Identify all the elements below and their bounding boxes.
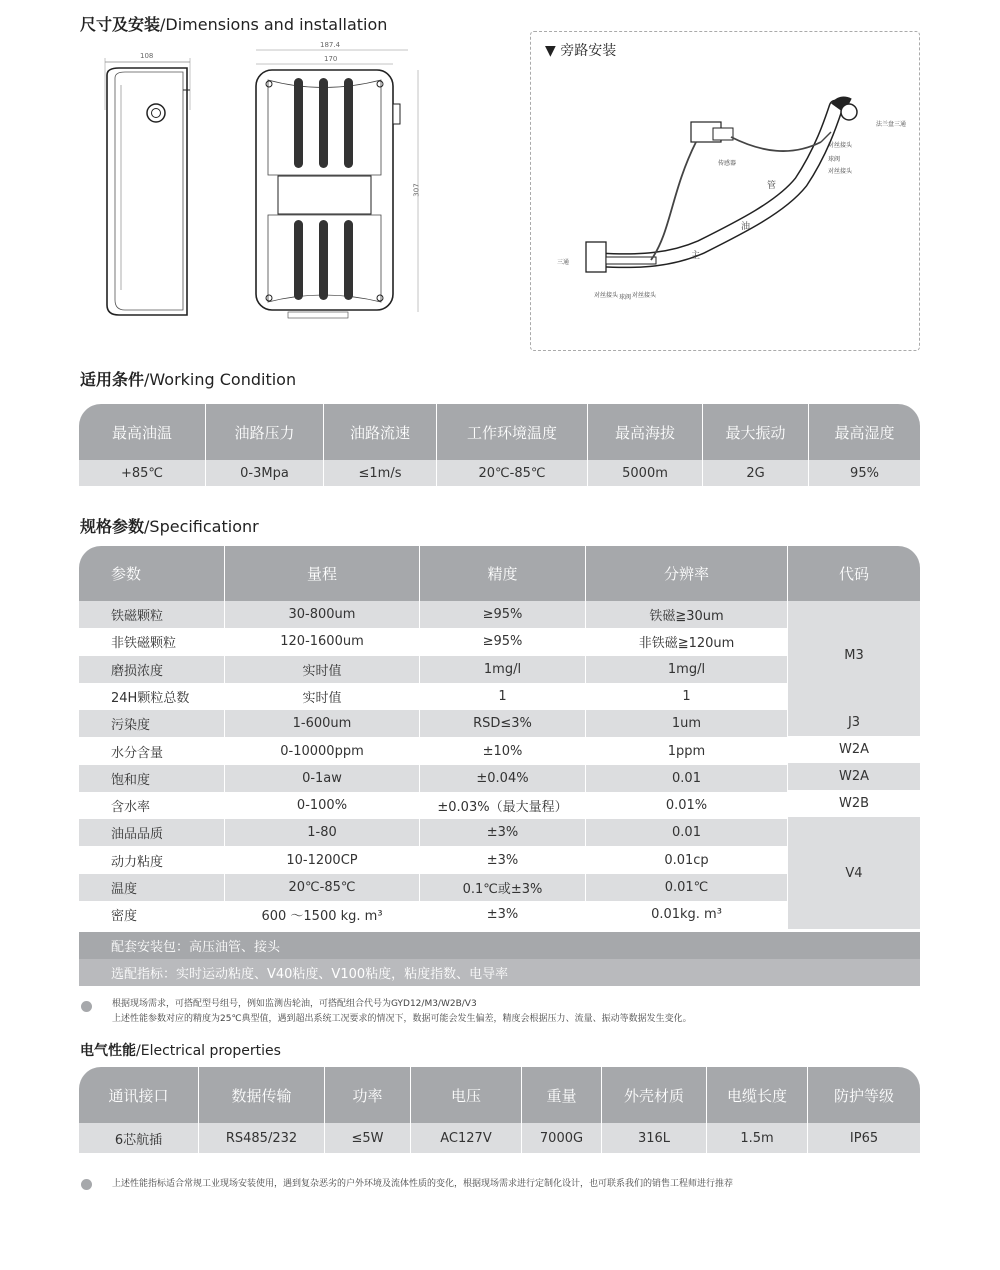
working-header-cell: 油路压力 <box>206 404 324 460</box>
dimensions-title-cn: 尺寸及安装 <box>80 15 161 34</box>
spec-cell-range: 0-100% <box>225 792 420 819</box>
front-width-label: 170 <box>324 55 338 63</box>
spec-cell-accuracy: ≥95% <box>420 601 586 628</box>
spec-cell-accuracy: ≥95% <box>420 628 586 655</box>
spec-cell-range: 600 ～1500 kg. m³ <box>225 901 420 928</box>
electrical-value-cell: 6芯航插 <box>79 1123 199 1153</box>
spec-cell-resolution: 0.01kg. m³ <box>586 901 788 928</box>
working-title-en: /Working Condition <box>144 370 297 389</box>
bypass-installation-panel <box>530 31 920 351</box>
code-m3: M3 <box>788 601 920 709</box>
note-bullet-2 <box>81 1179 92 1190</box>
spec-cell-param: 24H颗粒总数 <box>79 683 225 710</box>
label-main-pipe-2: 油 <box>741 222 751 232</box>
label-connector-1: 对丝接头 <box>828 142 853 149</box>
label-tee: 三通 <box>557 259 570 266</box>
working-header-cell: 最高海拔 <box>588 404 703 460</box>
spec-header-row <box>79 546 920 601</box>
bypass-installation-title: ▼ 旁路安装 <box>545 43 617 59</box>
spec-title-en: /Specificationr <box>144 517 259 536</box>
electrical-title-cn: 电气性能 <box>80 1043 136 1059</box>
spec-cell-accuracy: 0.1℃或±3% <box>420 874 586 901</box>
electrical-value-cell: RS485/232 <box>199 1123 325 1153</box>
spec-note-2: 上述性能参数对应的精度为25℃典型值，遇到超出系统工况要求的情况下，数据可能会发生偏差，精度会根据压力、流量、振动等数据发生变化。 <box>112 1014 692 1024</box>
front-view-svg <box>248 40 433 335</box>
spec-header-cell: 量程 <box>225 546 420 601</box>
spec-cell-range: 10-1200CP <box>225 847 420 874</box>
working-condition-title <box>80 367 296 390</box>
spec-cell-resolution: 0.01 <box>586 819 788 846</box>
spec-cell-accuracy: RSD≤3% <box>420 710 586 737</box>
spec-cell-resolution: 铁磁≧30um <box>586 601 788 628</box>
spec-cell-param: 磨损浓度 <box>79 656 225 683</box>
side-view-svg <box>95 50 205 335</box>
electrical-header-cell: 数据传输 <box>199 1067 325 1123</box>
spec-cell-resolution: 0.01cp <box>586 847 788 874</box>
electrical-note: 上述性能指标适合常规工业现场安装使用，遇到复杂恶劣的户外环境及流体性质的变化，根据现场需求进行定制化设计，也可联系我们的销售工程师进行推荐 <box>112 1179 734 1189</box>
spec-notes <box>112 997 692 1027</box>
working-title-cn: 适用条件 <box>80 370 145 389</box>
spec-cell-accuracy: 1mg/l <box>420 656 586 683</box>
spec-footer-install-kit: 配套安装包：高压油管、接头 <box>79 932 920 959</box>
spec-cell-param: 铁磁颗粒 <box>79 601 225 628</box>
spec-cell-accuracy: ±0.04% <box>420 765 586 792</box>
spec-cell-range: 实时值 <box>225 683 420 710</box>
spec-cell-param: 温度 <box>79 874 225 901</box>
spec-cell-resolution: 1 <box>586 683 788 710</box>
code-w2b: W2B <box>788 790 920 817</box>
electrical-header-cell: 外壳材质 <box>602 1067 707 1123</box>
spec-cell-accuracy: ±10% <box>420 738 586 765</box>
working-header-cell: 最高湿度 <box>834 423 895 442</box>
spec-cell-accuracy: ±3% <box>420 819 586 846</box>
working-value-cell: 20℃-85℃ <box>437 460 588 486</box>
label-flange-tee: 法兰盘三通 <box>876 121 907 128</box>
spec-header-cell: 精度 <box>420 546 586 601</box>
spec-cell-resolution: 1um <box>586 710 788 737</box>
spec-title <box>80 514 259 537</box>
label-connector-2: 对丝接头 <box>828 168 853 175</box>
electrical-header-row <box>79 1067 920 1123</box>
spec-cell-param: 密度 <box>79 901 225 928</box>
side-view-drawing <box>95 50 205 335</box>
working-value-row <box>79 460 920 486</box>
label-ball-valve-2: 球阀 <box>619 294 632 301</box>
spec-cell-resolution: 1ppm <box>586 738 788 765</box>
code-w2a-2: W2A <box>788 763 920 790</box>
spec-cell-param: 水分含量 <box>79 738 225 765</box>
electrical-title <box>80 1040 281 1060</box>
note-bullet-1 <box>81 1001 92 1012</box>
spec-cell-accuracy: 1 <box>420 683 586 710</box>
electrical-value-cell: ≤5W <box>325 1123 411 1153</box>
electrical-value-cell: AC127V <box>411 1123 522 1153</box>
side-width-label: 108 <box>140 52 154 60</box>
spec-cell-resolution: 非铁磁≧120um <box>586 628 788 655</box>
working-value-cell: 2G <box>703 460 809 486</box>
electrical-value-cell: IP65 <box>849 1130 879 1146</box>
spec-cell-param: 动力粘度 <box>79 847 225 874</box>
working-header-cell: 油路流速 <box>324 404 437 460</box>
spec-cell-range: 1-600um <box>225 710 420 737</box>
electrical-value-cell: 7000G <box>522 1123 602 1153</box>
spec-cell-resolution: 0.01℃ <box>586 874 788 901</box>
spec-cell-range: 0-10000ppm <box>225 738 420 765</box>
spec-title-cn: 规格参数 <box>80 517 145 536</box>
spec-cell-range: 0-1aw <box>225 765 420 792</box>
code-j3: J3 <box>788 709 920 736</box>
electrical-header-cell: 电压 <box>411 1067 522 1123</box>
spec-cell-range: 1-80 <box>225 819 420 846</box>
label-connector-4: 对丝接头 <box>632 292 657 299</box>
height-label: 307 <box>412 183 421 197</box>
spec-cell-range: 120-1600um <box>225 628 420 655</box>
electrical-value-cell: 316L <box>602 1123 707 1153</box>
working-header-row <box>79 404 920 460</box>
spec-cell-accuracy: ±3% <box>420 901 586 928</box>
label-main-pipe-3: 管 <box>767 181 777 191</box>
bypass-installation-diagram <box>531 32 921 352</box>
spec-header-cell: 分辨率 <box>586 546 788 601</box>
label-connector-3: 对丝接头 <box>594 292 619 299</box>
dimensions-title <box>80 12 387 35</box>
electrical-header-cell: 电缆长度 <box>707 1067 808 1123</box>
top-width-label: 187.4 <box>320 41 341 49</box>
working-header-cell: 工作环境温度 <box>437 404 588 460</box>
label-main-pipe-1: 主 <box>691 251 701 261</box>
label-sensor: 传感器 <box>718 160 737 167</box>
working-value-cell: ≤1m/s <box>324 460 437 486</box>
electrical-value-cell: 1.5m <box>707 1123 808 1153</box>
spec-cell-param: 非铁磁颗粒 <box>79 628 225 655</box>
working-condition-table <box>79 404 920 486</box>
spec-cell-param: 饱和度 <box>79 765 225 792</box>
electrical-value-row <box>79 1123 920 1153</box>
spec-footer-optional: 选配指标：实时运动粘度、V40粘度、V100粘度，粘度指数、电导率 <box>79 959 920 986</box>
dimensions-title-en: /Dimensions and installation <box>160 15 388 34</box>
spec-table-header <box>79 546 920 601</box>
working-header-cell: 最高油温 <box>79 404 206 460</box>
spec-cell-range: 30-800um <box>225 601 420 628</box>
code-v4: V4 <box>788 817 920 929</box>
spec-note-1: 根据现场需求，可搭配型号组号，例如监测齿轮油，可搭配组合代号为GYD12/M3/W2B/V3 <box>112 999 477 1009</box>
electrical-header-cell: 重量 <box>522 1067 602 1123</box>
front-view-drawing <box>248 40 433 335</box>
label-ball-valve-1: 球阀 <box>828 156 841 163</box>
spec-cell-param: 污染度 <box>79 710 225 737</box>
spec-cell-param: 含水率 <box>79 792 225 819</box>
working-value-cell: +85℃ <box>79 460 206 486</box>
electrical-header-cell: 防护等级 <box>833 1086 894 1105</box>
code-w2a-1: W2A <box>788 736 920 763</box>
spec-header-cell: 参数 <box>79 546 225 601</box>
spec-cell-param: 油品品质 <box>79 819 225 846</box>
working-value-cell: 95% <box>850 465 879 481</box>
spec-cell-resolution: 0.01 <box>586 765 788 792</box>
spec-cell-resolution: 0.01% <box>586 792 788 819</box>
electrical-header-cell: 通讯接口 <box>79 1067 199 1123</box>
electrical-title-en: /Electrical properties <box>136 1043 281 1059</box>
spec-cell-range: 20℃-85℃ <box>225 874 420 901</box>
spec-cell-accuracy: ±0.03%（最大量程） <box>420 792 586 819</box>
spec-cell-range: 实时值 <box>225 656 420 683</box>
working-value-cell: 0-3Mpa <box>206 460 324 486</box>
electrical-header-cell: 功率 <box>325 1067 411 1123</box>
spec-header-cell: 代码 <box>838 565 869 583</box>
electrical-table <box>79 1067 920 1153</box>
spec-cell-accuracy: ±3% <box>420 847 586 874</box>
working-value-cell: 5000m <box>588 460 703 486</box>
working-header-cell: 最大振动 <box>703 404 809 460</box>
spec-cell-resolution: 1mg/l <box>586 656 788 683</box>
